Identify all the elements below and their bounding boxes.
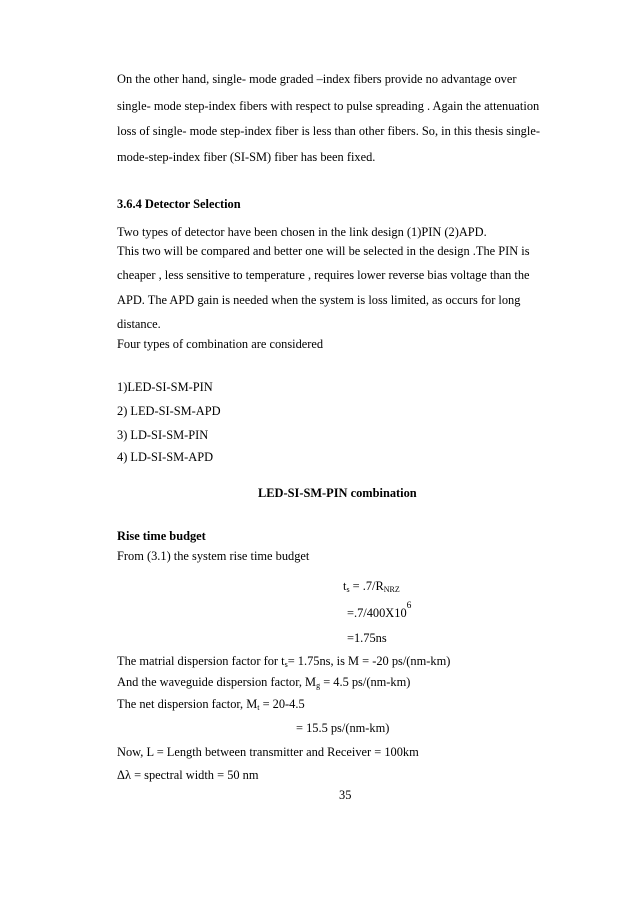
paragraph-line: cheaper , less sensitive to temperature , requires lower reverse bias voltage than the bbox=[117, 268, 530, 282]
section-heading-detector: 3.6.4 Detector Selection bbox=[117, 197, 241, 211]
paragraph-line: Now, L = Length between transmitter and Receiver = 100km bbox=[117, 745, 419, 759]
paragraph-line: mode-step-index fiber (SI-SM) fiber has been fixed. bbox=[117, 150, 376, 164]
paragraph-line: From (3.1) the system rise time budget bbox=[117, 549, 310, 563]
equation-rise-time: $t_s = .7/R_{NRZ}$ bbox=[343, 579, 400, 594]
paragraph-line: Four types of combination are considered bbox=[117, 337, 324, 351]
paragraph-line: The matrial dispersion factor for $t_s= 1.75ns$, is M = -20 ps/(nm-km) bbox=[117, 654, 451, 669]
equation-net-dispersion: = 15.5 ps/(nm-km) bbox=[296, 721, 390, 735]
page-number: 35 bbox=[339, 788, 352, 802]
rise-time-heading: Rise time budget bbox=[117, 529, 206, 543]
paragraph-line: APD. The APD gain is needed when the system is loss limited, as occurs for long bbox=[117, 293, 521, 307]
combination-heading: LED-SI-SM-PIN combination bbox=[258, 486, 417, 500]
paragraph-line: The net dispersion factor, $M_t = 20-4.5$ bbox=[117, 697, 305, 712]
equation-step: $=.7/400X10^6$ bbox=[347, 601, 412, 620]
paragraph-line: And the waveguide dispersion factor, $M_g = 4.5$ ps/(nm-km) bbox=[117, 675, 411, 690]
paragraph-line: Two types of detector have been chosen in the link design (1)PIN (2)APD. bbox=[117, 225, 487, 239]
paragraph-line: This two will be compared and better one will be selected in the design .The PIN is bbox=[117, 244, 530, 258]
combination-item: 1)LED-SI-SM-PIN bbox=[117, 380, 213, 394]
combination-item: 2) LED-SI-SM-APD bbox=[117, 404, 221, 418]
equation-result: =1.75ns bbox=[347, 631, 387, 645]
paragraph-line: distance. bbox=[117, 317, 161, 331]
combination-item: 4) LD-SI-SM-APD bbox=[117, 450, 214, 464]
paragraph-line: loss of single- mode step-index fiber is less than other fibers. So, in this thesis single- bbox=[117, 124, 540, 138]
paragraph-line: Δλ = spectral width = 50 nm bbox=[117, 768, 259, 782]
paragraph-line: single- mode step-index fibers with respect to pulse spreading . Again the attenuation bbox=[117, 99, 540, 113]
combination-item: 3) LD-SI-SM-PIN bbox=[117, 428, 209, 442]
paragraph-line: On the other hand, single- mode graded –index fibers provide no advantage over bbox=[117, 72, 517, 86]
